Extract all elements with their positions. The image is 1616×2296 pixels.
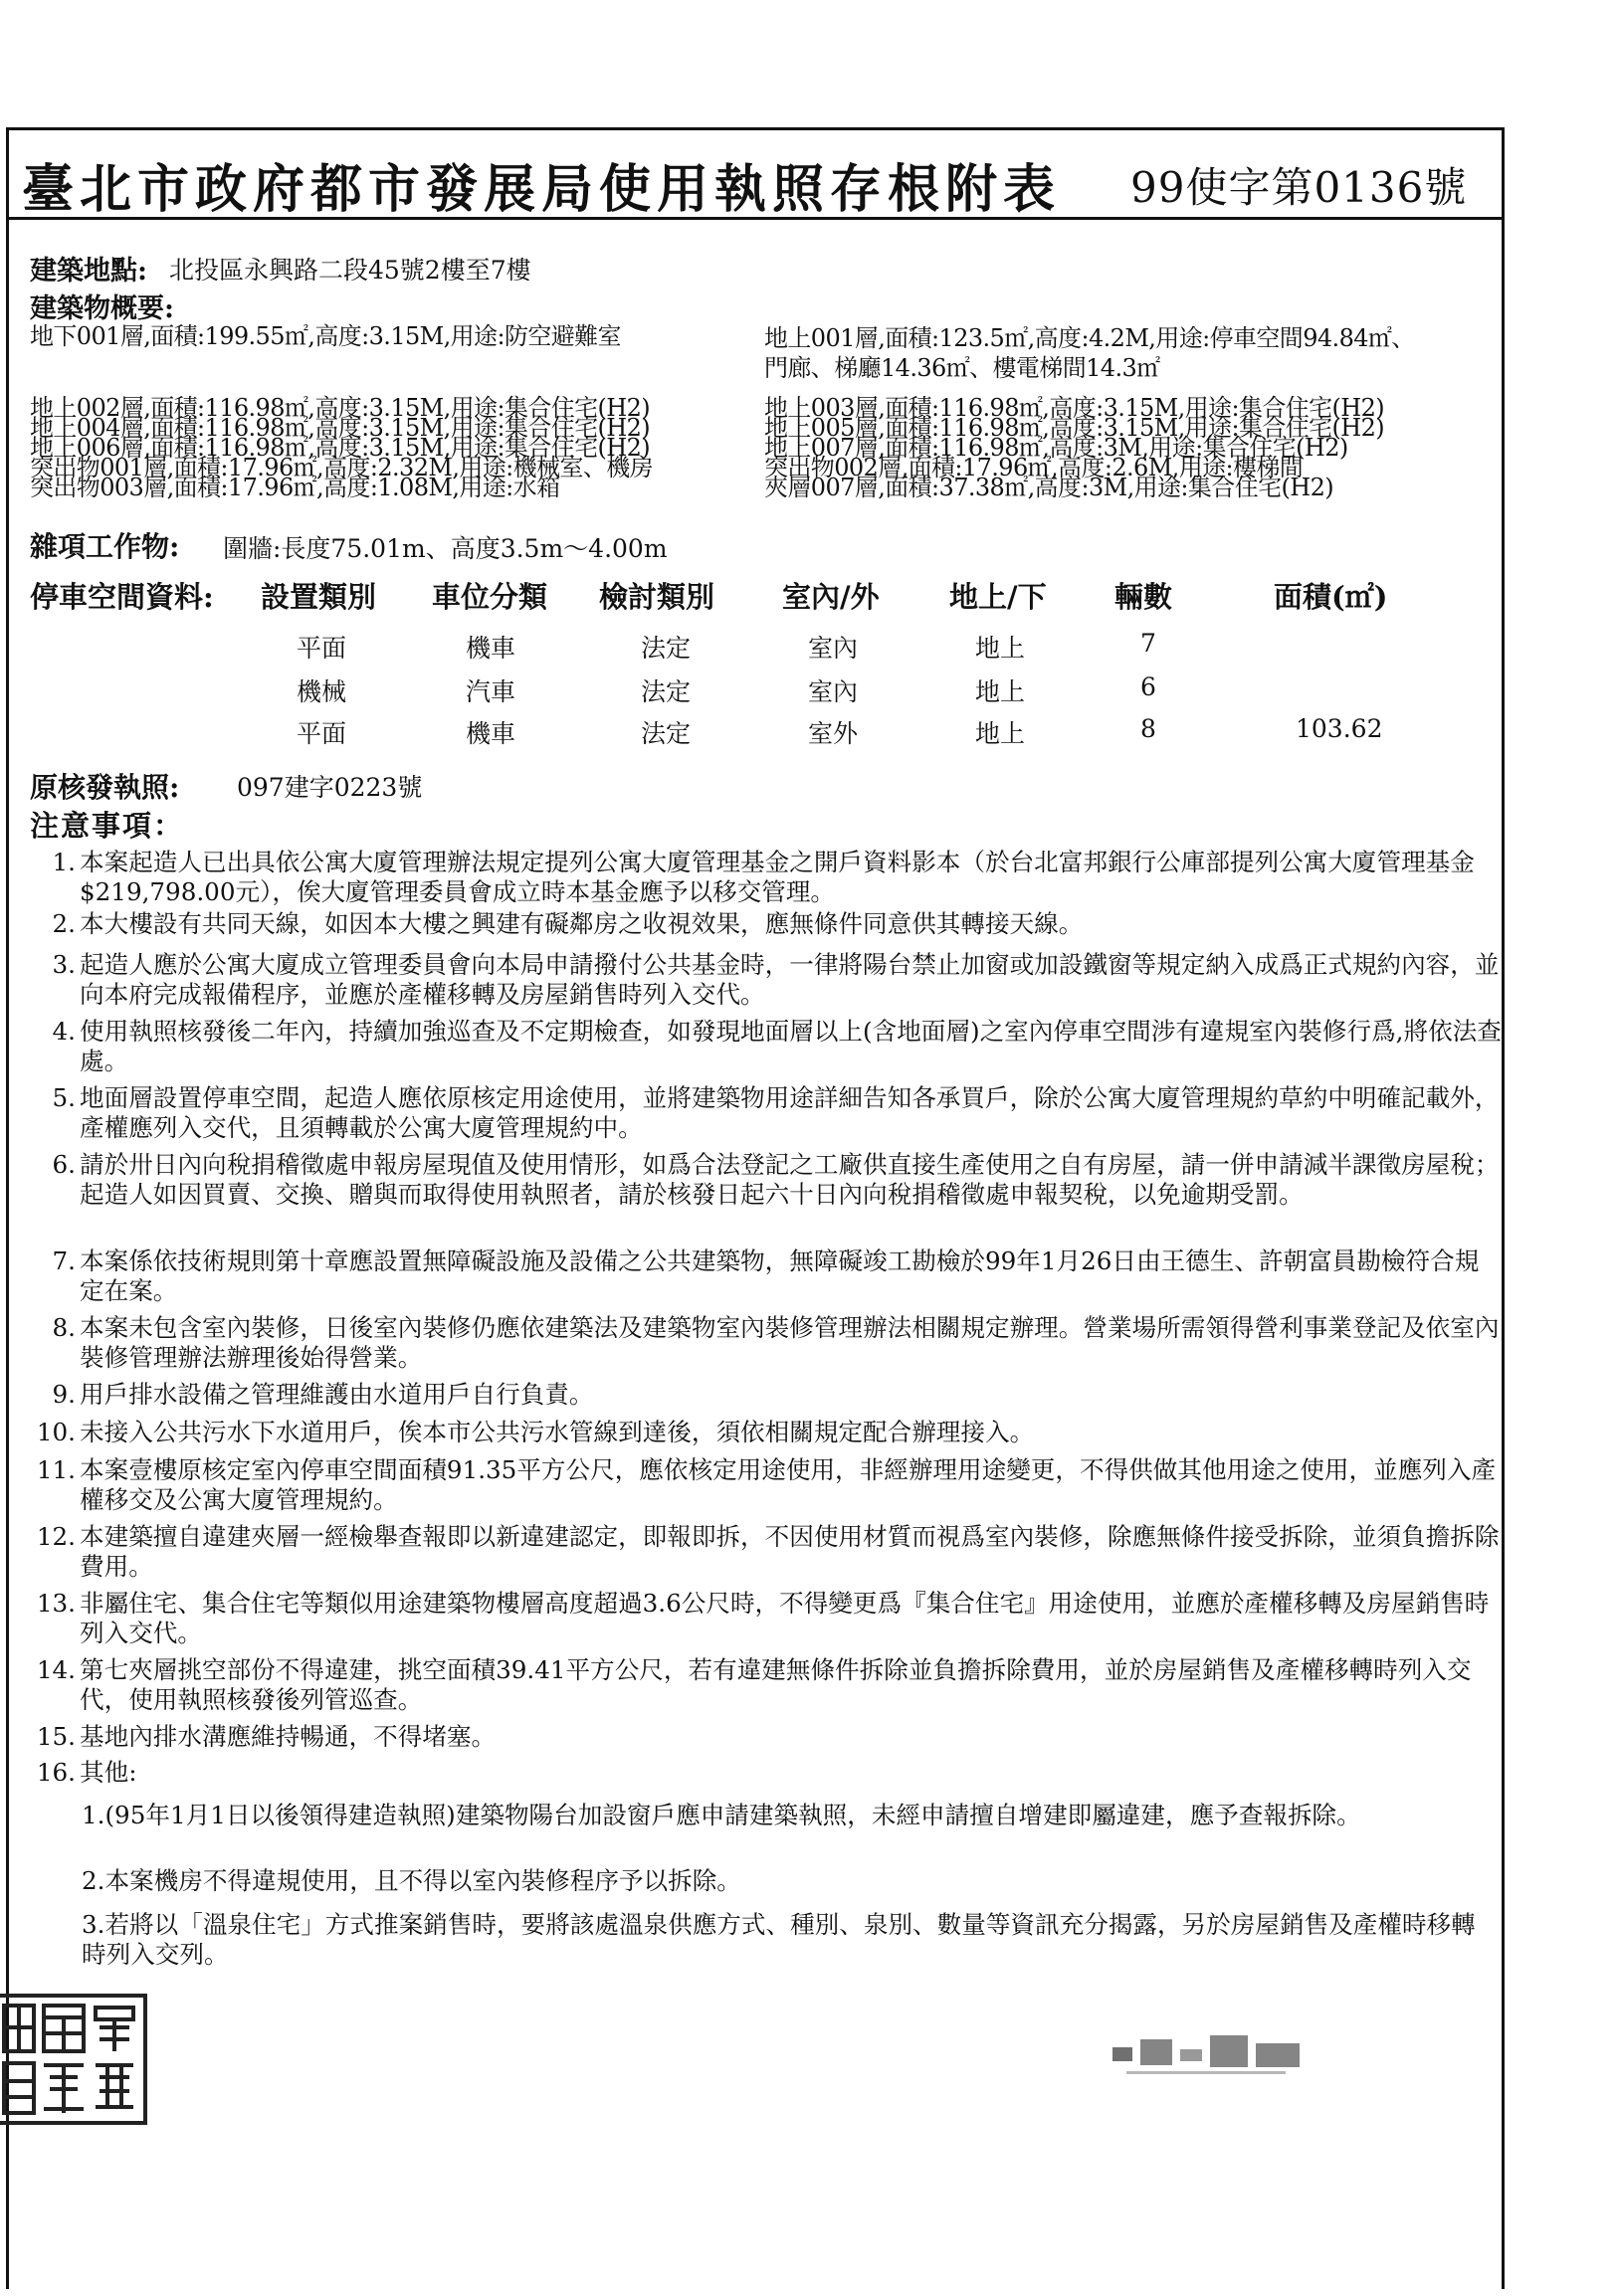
parking-header: 室內/外 <box>782 580 880 614</box>
overview-right-row: 地上007層,面積:116.98㎡,高度:3M,用途:集合住宅(H2) <box>764 434 1348 462</box>
note-item <box>36 1455 1503 1522</box>
note-text: 基地內排水溝應維持暢通，不得堵塞。 <box>80 1722 497 1751</box>
overview-right-row: 地上005層,面積:116.98㎡,高度:3.15M,用途:集合住宅(H2) <box>764 414 1385 442</box>
parking-cell: 法定 <box>641 719 692 748</box>
parking-header: 面積(㎡) <box>1274 580 1388 614</box>
parking-cell: 室內 <box>808 677 859 706</box>
note-item <box>36 1522 1503 1589</box>
parking-header: 地上/下 <box>949 580 1047 614</box>
note-number: 2. <box>52 909 76 938</box>
note-item <box>50 1313 1503 1380</box>
note-item <box>36 1722 1503 1758</box>
overview-left-row: 地上002層,面積:116.98㎡,高度:3.15M,用途:集合住宅(H2) <box>30 394 651 422</box>
overview-left-row: 地下001層,面積:199.55㎡,高度:3.15M,用途:防空避難室 <box>30 322 621 350</box>
overview-right-row: 地上001層,面積:123.5㎡,高度:4.2M,用途:停車空間94.84㎡、 <box>764 324 1415 352</box>
parking-cell: 平面 <box>297 719 347 748</box>
note-text: 本案係依技術規則第十章應設置無障礙設施及設備之公共建築物，無障礙竣工勘檢於99年1月26日由王德生、許朝富員勘檢符合規定在案。 <box>80 1246 1480 1305</box>
parking-header: 設置類別 <box>261 580 377 614</box>
site-value: 北投區永興路二段45號2樓至7樓 <box>169 256 531 285</box>
overview-right-row: 突出物002層,面積:17.96㎡,高度:2.6M,用途:樓梯間 <box>764 454 1304 481</box>
note-number: 7. <box>52 1246 76 1275</box>
parking-label: 停車空間資料: <box>30 580 214 614</box>
note-item <box>50 1150 1503 1246</box>
parking-cell: 機車 <box>466 719 516 748</box>
overview-right-row: 門廊、梯廳14.36㎡、樓電梯間14.3㎡ <box>764 354 1160 382</box>
note-text: 起造人應於公寓大廈成立管理委員會向本局申請撥付公共基金時，一律將陽台禁止加窗或加設鐵窗等規定納入成爲正式規約內容，並向本府完成報備程序，並應於產權移轉及房屋銷售時列入交代。 <box>80 950 1500 1009</box>
note-text: 用戶排水設備之管理維護由水道用戶自行負責。 <box>80 1380 594 1409</box>
parking-cell: 地上 <box>975 677 1026 706</box>
note-text: 本案壹樓原核定室內停車空間面積91.35平方公尺，應依核定用途使用，非經辦理用途變更，不得供做其他用途之使用，並應列入產權移交及公寓大廈管理規約。 <box>80 1455 1497 1514</box>
note-number: 3. <box>52 950 76 979</box>
parking-cell: 平面 <box>297 634 347 663</box>
note-number: 1. <box>52 848 76 876</box>
note-text: 請於卅日內向稅捐稽徵處申報房屋現值及使用情形，如爲合法登記之工廠供直接生產使用之自有房屋，請一併申請減半課徵房屋稅；起造人如因買賣、交換、贈與而取得使用執照者，請於核發日起六十日內向稅捐稽徵處申報契稅，以免逾期受罰。 <box>80 1150 1500 1209</box>
seal-glyphs-icon <box>0 1998 143 2121</box>
overview-right-row: 夾層007層,面積:37.38㎡,高度:3M,用途:集合住宅(H2) <box>764 474 1334 501</box>
note-number: 8. <box>52 1313 76 1342</box>
other-item: 2.本案機房不得違規使用，且不得以室內裝修程序予以拆除。 <box>82 1866 741 1895</box>
note-number: 10. <box>36 1418 76 1446</box>
note-item <box>36 1418 1503 1455</box>
other-item: 1.(95年1月1日以後領得建造執照)建築物陽台加設窗戶應申請建築執照，未經申請擅自增建即屬違建，應予查報拆除。 <box>82 1801 1361 1829</box>
note-item <box>50 1083 1503 1150</box>
parking-cell: 8 <box>1140 714 1156 743</box>
parking-cell: 室外 <box>808 719 859 748</box>
parking-header: 檢討類別 <box>599 580 715 614</box>
overview-left-row: 地上006層,面積:116.98㎡,高度:3.15M,用途:集合住宅(H2) <box>30 434 651 462</box>
signature-icon <box>1107 2029 1315 2081</box>
document-title: 臺北市政府都市發展局使用執照存根附表 <box>22 159 1062 220</box>
note-number: 4. <box>52 1017 76 1046</box>
site-label: 建築地點: <box>30 256 147 287</box>
parking-cell: 機車 <box>466 634 516 663</box>
parking-cell: 地上 <box>975 634 1026 663</box>
note-number: 11. <box>36 1455 76 1484</box>
overview-left-row: 地上004層,面積:116.98㎡,高度:3.15M,用途:集合住宅(H2) <box>30 414 651 442</box>
note-text: 使用執照核發後二年內，持續加強巡查及不定期檢查，如發現地面層以上(含地面層)之室內停車空間涉有違規室內裝修行爲,將依法查處。 <box>80 1017 1502 1075</box>
parking-cell: 機械 <box>297 677 347 706</box>
parking-cell: 地上 <box>975 719 1026 748</box>
notes-label: 注意事項： <box>30 809 185 843</box>
official-seal <box>0 1994 147 2125</box>
parking-cell: 7 <box>1140 629 1156 658</box>
note-item <box>50 848 1503 909</box>
note-text: 未接入公共污水下水道用戶，俟本市公共污水管線到達後，須依相關規定配合辦理接入。 <box>80 1418 1035 1446</box>
misc-works-value: 圍牆:長度75.01m、高度3.5m～4.00m <box>223 534 668 563</box>
permit-number: 99使字第0136號 <box>1130 163 1468 212</box>
parking-header: 輛數 <box>1114 580 1173 614</box>
note-text: 本大樓設有共同天線，如因本大樓之興建有礙鄰房之收視效果，應無條件同意供其轉接天線。 <box>80 909 1084 938</box>
note-number: 15. <box>36 1722 76 1751</box>
overview-left-row: 突出物003層,面積:17.96㎡,高度:1.08M,用途:水箱 <box>30 474 560 501</box>
note-item <box>36 1758 1503 1794</box>
note-text: 本建築擅自違建夾層一經檢舉查報即以新違建認定，即報即拆，不因使用材質而視爲室內裝修，除應無條件接受拆除，並須負擔拆除費用。 <box>80 1522 1500 1581</box>
note-text: 其他: <box>80 1758 137 1787</box>
note-item <box>50 909 1503 950</box>
note-number: 16. <box>36 1758 76 1787</box>
note-number: 5. <box>52 1083 76 1112</box>
note-text: 第七夾層挑空部份不得違建，挑空面積39.41平方公尺，若有違建無條件拆除並負擔拆除費用，並於房屋銷售及產權移轉時列入交代，使用執照核發後列管巡查。 <box>80 1655 1472 1714</box>
note-item <box>50 1246 1503 1313</box>
overview-left-row: 突出物001層,面積:17.96㎡,高度:2.32M,用途:機械室、機房 <box>30 454 654 481</box>
parking-cell: 103.62 <box>1296 714 1383 743</box>
other-item: 3.若將以「溫泉住宅」方式推案銷售時，要將該處溫泉供應方式、種別、泉別、數量等資訊充分揭露，另於房屋銷售及產權時移轉時列入交列。 <box>82 1910 1476 1969</box>
note-text: 本案起造人已出具依公寓大廈管理辦法規定提列公寓大廈管理基金之開戶資料影本（於台北富邦銀行公庫部提列公寓大廈管理基金$219,798.00元），俟大廈管理委員會成立時本基金應予以移交管理。 <box>80 848 1475 906</box>
parking-cell: 法定 <box>641 677 692 706</box>
note-item <box>50 950 1503 1017</box>
parking-cell: 汽車 <box>466 677 516 706</box>
parking-cell: 法定 <box>641 634 692 663</box>
overview-right-row: 地上003層,面積:116.98㎡,高度:3.15M,用途:集合住宅(H2) <box>764 394 1385 422</box>
note-number: 9. <box>52 1380 76 1409</box>
note-text: 本案未包含室內裝修，日後室內裝修仍應依建築法及建築物室內裝修管理辦法相關規定辦理。營業場所需領得營利事業登記及依室內裝修管理辦法辦理後始得營業。 <box>80 1313 1500 1372</box>
notes-list <box>36 848 1503 1794</box>
original-permit-label: 原核發執照: <box>30 771 180 804</box>
misc-works-label: 雜項工作物: <box>30 530 180 563</box>
original-permit-value: 097建字0223號 <box>237 773 423 802</box>
note-number: 6. <box>52 1150 76 1179</box>
note-item <box>36 1655 1503 1722</box>
parking-cell: 6 <box>1140 672 1156 701</box>
note-item <box>50 1380 1503 1418</box>
note-number: 13. <box>36 1589 76 1618</box>
note-text: 地面層設置停車空間，起造人應依原核定用途使用，並將建築物用途詳細告知各承買戶，除於公寓大廈管理規約草約中明確記載外，產權應列入交代，且須轉載於公寓大廈管理規約中。 <box>80 1083 1500 1142</box>
note-item <box>36 1589 1503 1655</box>
parking-cell: 室內 <box>808 634 859 663</box>
parking-header: 車位分類 <box>432 580 548 614</box>
overview-label: 建築物概要: <box>30 293 174 324</box>
note-number: 12. <box>36 1522 76 1551</box>
note-item <box>50 1017 1503 1083</box>
note-number: 14. <box>36 1655 76 1684</box>
note-text: 非屬住宅、集合住宅等類似用途建築物樓層高度超過3.6公尺時，不得變更爲『集合住宅』用途使用，並應於產權移轉及房屋銷售時列入交代。 <box>80 1589 1490 1647</box>
